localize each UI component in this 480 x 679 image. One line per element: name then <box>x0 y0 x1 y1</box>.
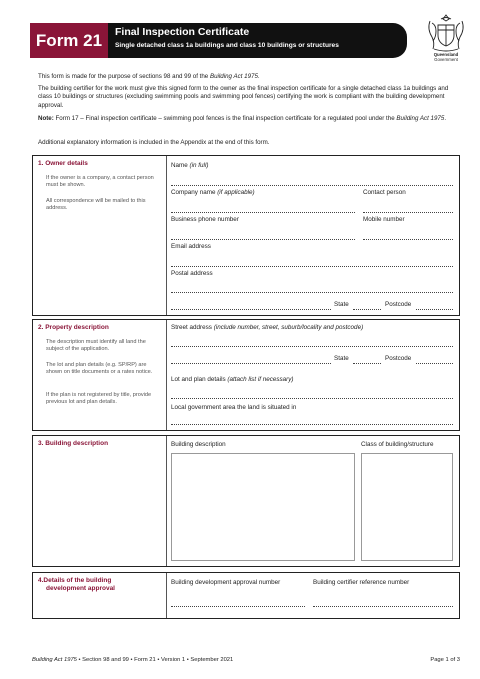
street-address-field-line-1[interactable] <box>171 346 453 347</box>
email-address-label: Email address <box>171 243 211 250</box>
form-title-banner <box>108 23 407 58</box>
logo-sub: Government <box>434 57 458 62</box>
postal-address-field-line-1[interactable] <box>171 292 453 293</box>
intro-paragraph-1: This form is made for the purpose of sections 98 and 99 of the Building Act 1975. <box>38 73 260 80</box>
company-name-field[interactable] <box>171 212 355 213</box>
building-description-field[interactable] <box>171 453 355 561</box>
property-description-title: 2. Property description <box>38 324 109 331</box>
certifier-reference-label: Building certifier reference number <box>313 579 410 586</box>
postal-state-field[interactable] <box>353 309 381 310</box>
footer-citation: Building Act 1975 • Section 98 and 99 • Form 21 • Version 1 • September 2021 <box>32 657 234 663</box>
property-state-label: State <box>334 355 349 362</box>
building-class-field[interactable] <box>361 453 453 561</box>
email-address-field[interactable] <box>171 266 453 267</box>
mobile-number-label: Mobile number <box>363 216 405 223</box>
owner-details-title: 1. Owner details <box>38 160 88 167</box>
property-help-3: If the plan is not registered by title, provide previous lot and plan details. <box>46 392 152 405</box>
queensland-government-wordmark <box>418 52 474 62</box>
intro-paragraph-4: Additional explanatory information is included in the Appendix at the end of this form. <box>38 139 270 146</box>
business-phone-field[interactable] <box>171 239 355 240</box>
property-postcode-field[interactable] <box>416 363 453 364</box>
certifier-reference-field[interactable] <box>313 606 453 607</box>
property-help-1: The description must identify all land the subject of the application. <box>46 339 146 352</box>
postal-address-field-line-2[interactable] <box>171 309 331 310</box>
lot-plan-label: Lot and plan details (attach list if necessary) <box>171 376 294 383</box>
owner-help-2: All correspondence will be mailed to this address. <box>46 198 146 211</box>
intro-note: Note: Form 17 – Final inspection certificate – swimming pool fences is the final inspection certificate for a regulated pool under the Building Act 1975. <box>38 115 447 122</box>
owner-help-1: If the owner is a company, a contact person must be shown. <box>46 175 154 188</box>
lot-plan-field[interactable] <box>171 398 453 399</box>
property-state-field[interactable] <box>353 363 381 364</box>
name-label: Name (in full) <box>171 162 209 169</box>
contact-person-field[interactable] <box>363 212 453 213</box>
building-description-title: 3. Building description <box>38 440 109 447</box>
logo-name: Queensland <box>433 52 459 57</box>
building-description-section <box>32 435 460 567</box>
postal-state-label: State <box>334 301 349 308</box>
property-help-2: The lot and plan details (e.g. SP/RP) are shown on title documents or a rates notice. <box>46 362 153 375</box>
street-address-label: Street address (include number, street, suburb/locality and postcode) <box>171 324 364 331</box>
contact-person-label: Contact person <box>363 189 406 196</box>
local-government-area-label: Local government area the land is situated in <box>171 404 297 411</box>
postal-postcode-field[interactable] <box>416 309 453 310</box>
mobile-number-field[interactable] <box>363 239 453 240</box>
approval-number-field[interactable] <box>171 606 305 607</box>
business-phone-label: Business phone number <box>171 216 239 223</box>
approval-details-title: 4.Details of the building development approval <box>38 577 115 592</box>
form-title: Final Inspection Certificate <box>115 26 250 38</box>
form-number-badge: Form 21 <box>30 23 108 58</box>
approval-details-section <box>32 572 460 619</box>
postal-address-label: Postal address <box>171 270 213 277</box>
property-postcode-label: Postcode <box>385 355 412 362</box>
postal-postcode-label: Postcode <box>385 301 412 308</box>
street-address-field-line-2[interactable] <box>171 363 331 364</box>
property-description-section <box>32 319 460 431</box>
building-class-label: Class of building/structure <box>361 441 434 448</box>
local-government-area-field[interactable] <box>171 424 453 425</box>
owner-details-section <box>32 155 460 316</box>
approval-number-label: Building development approval number <box>171 579 281 586</box>
page-number: Page 1 of 3 <box>430 657 460 663</box>
building-description-label: Building description <box>171 441 226 448</box>
company-name-label: Company name (if applicable) <box>171 189 255 196</box>
form-subtitle: Single detached class 1a buildings and class 10 buildings or structures <box>115 42 339 49</box>
intro-paragraph-2: The building certifier for the work must give this signed form to the owner as the final inspection certificate for a single detached class 1a buildings and class 10 buildings or structures (excluding swimming pools and swimming pool fences) certifying the work is compliant with the building development approval. <box>38 85 449 109</box>
name-field[interactable] <box>171 185 453 186</box>
